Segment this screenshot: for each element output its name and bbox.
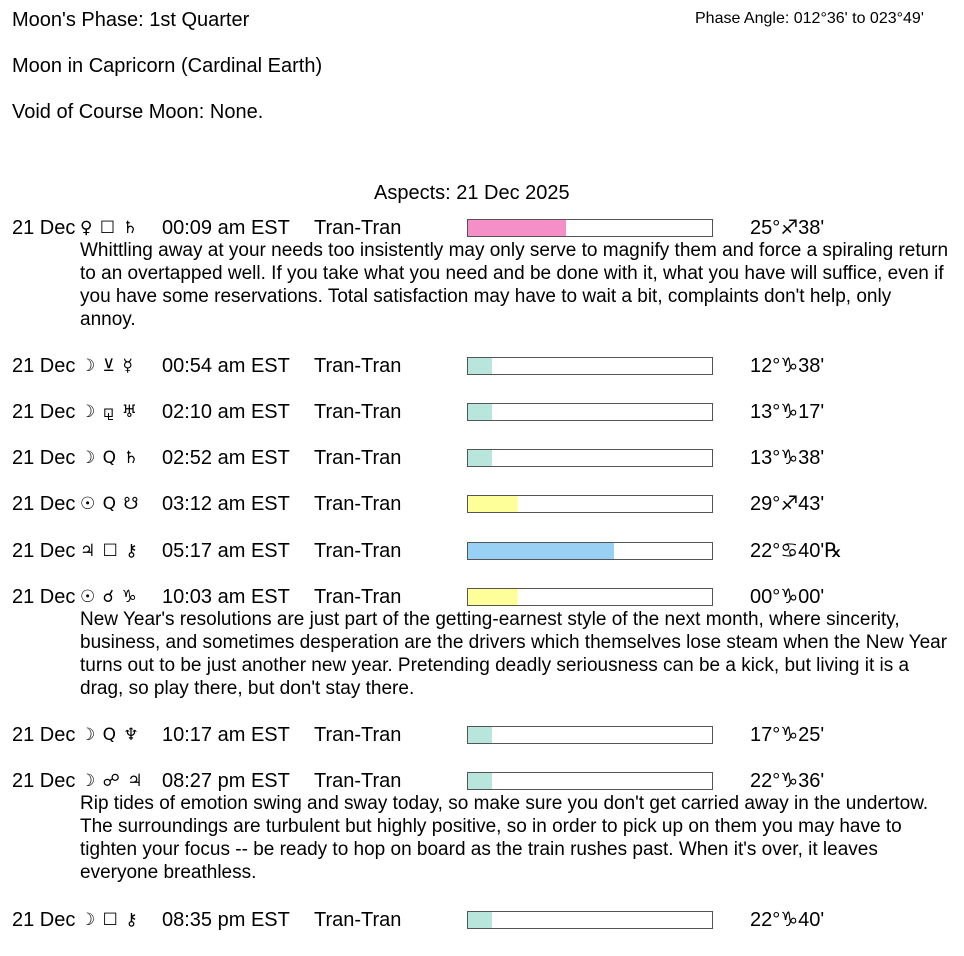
moon-sign: Moon in Capricorn (Cardinal Earth)	[12, 55, 323, 77]
aspect-date: 21 Dec	[12, 586, 76, 608]
aspects-title: Aspects: 21 Dec 2025	[374, 182, 570, 204]
aspect-time: 00:54 am EST	[162, 355, 290, 377]
aspect-position: 22°♑36'	[750, 770, 825, 792]
aspect-type: Tran-Tran	[314, 724, 402, 746]
strength-bar	[467, 219, 713, 237]
aspect-glyphs: ☉ ☌ ♑	[80, 587, 138, 607]
strength-bar	[467, 357, 713, 375]
aspect-position: 00°♑00'	[750, 586, 825, 608]
aspect-type: Tran-Tran	[314, 355, 402, 377]
phase-angle: Phase Angle: 012°36' to 023°49'	[695, 10, 924, 27]
strength-bar-fill	[468, 589, 517, 605]
aspect-glyphs: ☽ ⊻ ☿	[80, 356, 134, 376]
aspect-date: 21 Dec	[12, 770, 76, 792]
aspect-date: 21 Dec	[12, 493, 76, 515]
aspect-description: New Year's resolutions are just part of the getting-earnest style of the next month, where sincerity, business, and sometimes desperation are the drivers which themselves lose steam when the New Year turns out to be just another new year. Pretending deadly seriousness can be a kick, but living it is a drag, so play there, but don't stay there.	[80, 609, 948, 699]
strength-bar-fill	[468, 543, 614, 559]
strength-bar	[467, 495, 713, 513]
aspect-glyphs: ☽ Q ♄	[80, 448, 140, 468]
strength-bar	[467, 911, 713, 929]
strength-bar-fill	[468, 496, 517, 512]
aspect-time: 02:52 am EST	[162, 447, 290, 469]
aspect-type: Tran-Tran	[314, 493, 402, 515]
aspect-date: 21 Dec	[12, 909, 76, 931]
aspect-glyphs: ☽ ☍ ♃	[80, 771, 144, 791]
strength-bar-fill	[468, 727, 492, 743]
aspect-glyphs: ☽ ☐ ⚷	[80, 910, 139, 930]
aspect-time: 10:17 am EST	[162, 724, 290, 746]
aspect-position: 22°♋40'℞	[750, 540, 843, 562]
void-of-course: Void of Course Moon: None.	[12, 101, 264, 123]
aspect-time: 08:27 pm EST	[162, 770, 290, 792]
strength-bar-fill	[468, 450, 492, 466]
aspect-date: 21 Dec	[12, 724, 76, 746]
aspect-date: 21 Dec	[12, 217, 76, 239]
aspect-glyphs: ♀ ☐ ♄	[80, 218, 139, 238]
aspect-date: 21 Dec	[12, 540, 76, 562]
aspect-position: 17°♑25'	[750, 724, 825, 746]
aspect-position: 12°♑38'	[750, 355, 825, 377]
aspect-type: Tran-Tran	[314, 909, 402, 931]
aspect-position: 29°♐43'	[750, 493, 825, 515]
strength-bar-fill	[468, 773, 492, 789]
aspect-glyphs: ☉ Q ☋	[80, 494, 140, 514]
aspect-date: 21 Dec	[12, 355, 76, 377]
strength-bar	[467, 542, 713, 560]
aspect-time: 10:03 am EST	[162, 586, 290, 608]
aspect-type: Tran-Tran	[314, 770, 402, 792]
strength-bar	[467, 449, 713, 467]
aspect-glyphs: ☽ Q ♆	[80, 725, 140, 745]
aspect-type: Tran-Tran	[314, 401, 402, 423]
aspect-type: Tran-Tran	[314, 586, 402, 608]
aspect-position: 13°♑17'	[750, 401, 825, 423]
aspect-position: 13°♑38'	[750, 447, 825, 469]
aspect-time: 08:35 pm EST	[162, 909, 290, 931]
strength-bar	[467, 772, 713, 790]
strength-bar-fill	[468, 404, 492, 420]
moon-phase: Moon's Phase: 1st Quarter	[12, 9, 250, 31]
aspect-glyphs: ♃ ☐ ⚷	[80, 541, 139, 561]
aspect-type: Tran-Tran	[314, 540, 402, 562]
aspect-description: Rip tides of emotion swing and sway today, so make sure you don't get carried away in the undertow. The surroundings are turbulent but highly positive, so in order to pick up on them you may have to tighten your focus -- be ready to hop on board as the train rushes past. When it's over, it leaves everyone breathless.	[80, 793, 929, 883]
strength-bar	[467, 403, 713, 421]
aspect-time: 05:17 am EST	[162, 540, 290, 562]
aspect-type: Tran-Tran	[314, 217, 402, 239]
aspect-position: 25°♐38'	[750, 217, 825, 239]
aspect-glyphs: ☽ ⚼ ♅	[80, 402, 139, 422]
strength-bar	[467, 726, 713, 744]
strength-bar-fill	[468, 912, 492, 928]
aspect-time: 00:09 am EST	[162, 217, 290, 239]
aspect-position: 22°♑40'	[750, 909, 825, 931]
aspect-description: Whittling away at your needs too insistently may only serve to magnify them and force a spiraling return to an overtapped well. If you take what you need and be done with it, what you have will suffice, even if you have some reservations. Total satisfaction may have to wait a bit, complaints don't help, only annoy.	[80, 240, 949, 330]
aspect-type: Tran-Tran	[314, 447, 402, 469]
aspect-time: 02:10 am EST	[162, 401, 290, 423]
strength-bar-fill	[468, 358, 492, 374]
aspect-date: 21 Dec	[12, 401, 76, 423]
strength-bar-fill	[468, 220, 566, 236]
strength-bar	[467, 588, 713, 606]
aspect-time: 03:12 am EST	[162, 493, 290, 515]
aspect-date: 21 Dec	[12, 447, 76, 469]
